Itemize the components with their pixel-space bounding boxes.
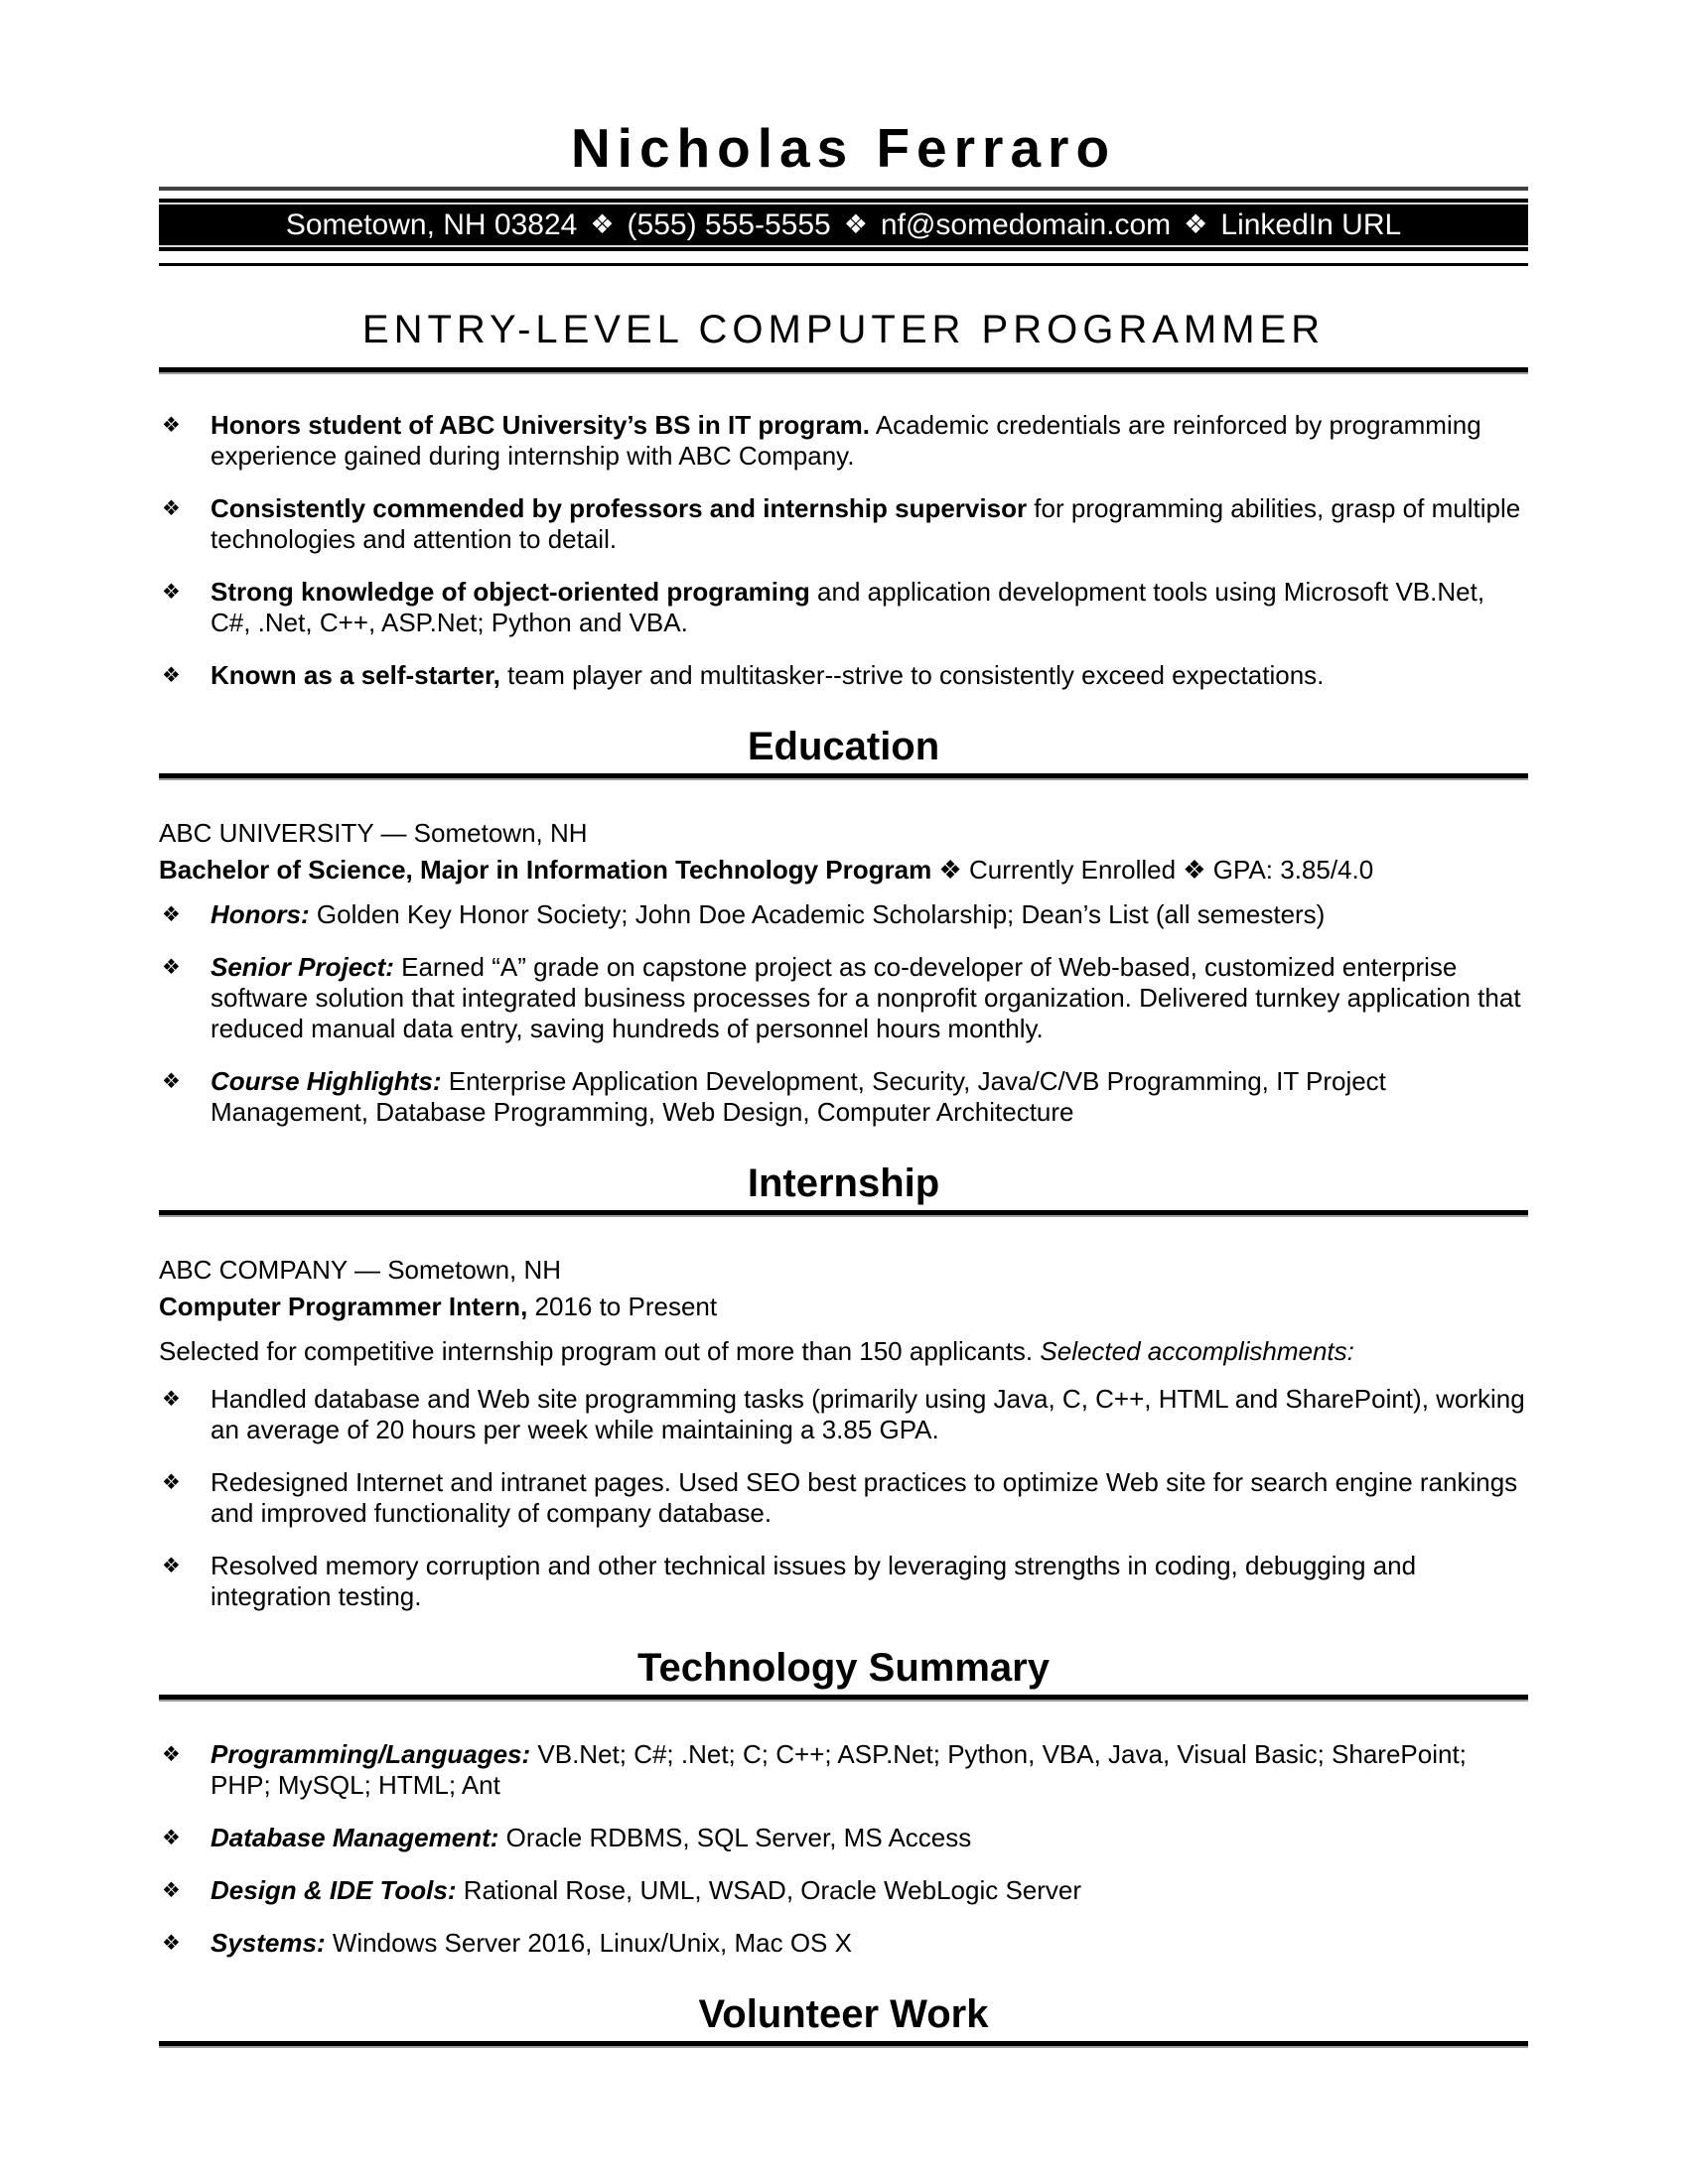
bullet-rest: Golden Key Honor Society; John Doe Academic Scholarship; Dean’s List (all semesters) xyxy=(309,899,1326,929)
bullet-lead: Known as a self-starter, xyxy=(211,660,500,690)
intro-text: Selected for competitive internship program out of more than 150 applicants. xyxy=(159,1336,1041,1366)
internship-bullet xyxy=(159,1467,1528,1529)
volunteer-heading: Volunteer Work xyxy=(698,1992,989,2036)
diamond-separator-icon: ❖ xyxy=(1184,209,1208,239)
education-section xyxy=(159,725,1528,1128)
technology-bullet xyxy=(159,1823,1528,1853)
degree-name: Bachelor of Science, Major in Information Technology Program xyxy=(159,855,932,885)
diamond-bullet-icon: ❖ xyxy=(162,581,181,604)
diamond-separator-icon: ❖ xyxy=(590,209,615,239)
section-rule xyxy=(159,2041,1528,2048)
technology-heading: Technology Summary xyxy=(637,1646,1050,1690)
internship-bullet xyxy=(159,1384,1528,1445)
bullet-lead: Design & IDE Tools: xyxy=(211,1875,457,1905)
education-bullet xyxy=(159,952,1528,1044)
education-bullet-text xyxy=(211,899,1325,930)
diamond-bullet-icon: ❖ xyxy=(162,497,181,520)
summary-bullet-text xyxy=(211,493,1528,555)
diamond-bullet-icon: ❖ xyxy=(162,664,181,687)
technology-bullet-text xyxy=(211,1928,852,1959)
education-bullet-text xyxy=(211,1066,1528,1128)
education-heading: Education xyxy=(747,725,940,768)
summary-bullet-text xyxy=(211,660,1324,691)
bullet-rest: Earned “A” grade on capstone project as co-developer of Web-based, customized enterprise software solution that integrated business processes for a nonprofit organization. Delivered turnkey application that reduced manual data entry, saving hundreds of personnel hours monthly. xyxy=(211,952,1521,1043)
education-body xyxy=(159,818,1528,1128)
diamond-bullet-icon: ❖ xyxy=(162,1827,181,1849)
technology-bullet xyxy=(159,1928,1528,1959)
technology-bullet-text xyxy=(211,1823,971,1853)
education-bullet xyxy=(159,899,1528,930)
bullet-lead: Programming/Languages: xyxy=(211,1739,531,1769)
bullet-rest: and application development tools using Microsoft VB.Net, C#, .Net, C++, ASP.Net; Python and VBA. xyxy=(211,577,1485,637)
internship-bullet-text: Redesigned Internet and intranet pages. Used SEO best practices to optimize Web site for search engine rankings and improved functionality of company database. xyxy=(211,1467,1518,1528)
diamond-bullet-icon: ❖ xyxy=(162,1743,181,1766)
internship-bullet-text: Handled database and Web site programming tasks (primarily using Java, C, C++, HTML and SharePoint), working an average of 20 hours per week while maintaining a 3.85 GPA. xyxy=(211,1384,1525,1444)
header xyxy=(159,0,1528,374)
contact-location: Sometown, NH 03824 xyxy=(285,207,578,241)
role-dates: 2016 to Present xyxy=(527,1292,718,1321)
section-rule xyxy=(159,1695,1528,1702)
diamond-separator-icon: ❖ xyxy=(843,209,868,239)
internship-section xyxy=(159,1161,1528,1612)
education-bullet-text xyxy=(211,952,1528,1044)
technology-bullet xyxy=(159,1875,1528,1906)
bullet-rest: Windows Server 2016, Linux/Unix, Mac OS X xyxy=(325,1928,852,1958)
volunteer-section xyxy=(159,1992,1528,2048)
summary-bullet xyxy=(159,410,1528,472)
section-rule xyxy=(159,1210,1528,1217)
summary-bullet xyxy=(159,577,1528,638)
technology-bullet-text xyxy=(211,1739,1528,1801)
bullet-rest: for programming abilities, grasp of multiple technologies and attention to detail. xyxy=(211,493,1521,554)
technology-summary-section xyxy=(159,1646,1528,1959)
education-degree-line xyxy=(159,855,1528,886)
bullet-rest: Academic credentials are reinforced by programming experience gained during internship with ABC Company. xyxy=(211,410,1481,471)
section-rule xyxy=(159,773,1528,780)
bullet-lead: Database Management: xyxy=(211,1823,499,1852)
bullet-rest: Rational Rose, UML, WSAD, Oracle WebLogic Server xyxy=(456,1875,1082,1905)
resume-objective-title: ENTRY-LEVEL COMPUTER PROGRAMMER xyxy=(361,308,1326,351)
education-school-line: ABC UNIVERSITY — Sometown, NH xyxy=(159,818,588,848)
diamond-bullet-icon: ❖ xyxy=(162,1388,181,1411)
technology-body xyxy=(159,1739,1528,1959)
summary-bullet xyxy=(159,493,1528,555)
role-title: Computer Programmer Intern, xyxy=(159,1292,528,1321)
diamond-bullet-icon: ❖ xyxy=(162,1555,181,1577)
bullet-lead: Systems: xyxy=(211,1928,326,1958)
intro-italic: Selected accomplishments: xyxy=(1040,1336,1354,1366)
bullet-rest: team player and multitasker--strive to consistently exceed expectations. xyxy=(499,660,1325,690)
diamond-bullet-icon: ❖ xyxy=(162,956,181,979)
internship-body xyxy=(159,1255,1528,1612)
internship-role-line xyxy=(159,1292,1528,1322)
contact-bar xyxy=(159,199,1528,251)
contact-linkedin: LinkedIn URL xyxy=(1220,207,1402,241)
diamond-bullet-icon: ❖ xyxy=(162,1070,181,1093)
diamond-bullet-icon: ❖ xyxy=(162,903,181,926)
bullet-lead: Senior Project: xyxy=(211,952,394,982)
contact-email: nf@somedomain.com xyxy=(880,207,1172,241)
bullet-rest: Enterprise Application Development, Security, Java/C/VB Programming, IT Project Management, Database Programming, Web Design, Computer Architecture xyxy=(211,1066,1386,1127)
summary-bullet-text xyxy=(211,577,1528,638)
header-bottom-rule xyxy=(159,263,1528,266)
internship-bullet xyxy=(159,1551,1528,1612)
bullet-rest: Oracle RDBMS, SQL Server, MS Access xyxy=(498,1823,972,1852)
resume-page xyxy=(159,0,1528,2048)
internship-company-line: ABC COMPANY — Sometown, NH xyxy=(159,1255,562,1285)
summary-section xyxy=(159,410,1528,691)
internship-bullet-text: Resolved memory corruption and other technical issues by leveraging strengths in coding, debugging and integration testing. xyxy=(211,1551,1417,1611)
summary-bullet-text xyxy=(211,410,1528,472)
contact-phone: (555) 555-5555 xyxy=(627,207,831,241)
education-bullet xyxy=(159,1066,1528,1128)
diamond-bullet-icon: ❖ xyxy=(162,1932,181,1955)
bullet-lead: Course Highlights: xyxy=(211,1066,442,1096)
bullet-rest: VB.Net; C#; .Net; C; C++; ASP.Net; Python, VBA, Java, Visual Basic; SharePoint; PHP; MySQL; HTML; Ant xyxy=(211,1739,1467,1800)
bullet-lead: Honors student of ABC University’s BS in IT program. xyxy=(211,410,871,440)
title-rule xyxy=(159,367,1528,374)
technology-bullet xyxy=(159,1739,1528,1801)
summary-bullet xyxy=(159,660,1528,691)
header-top-rule xyxy=(159,187,1528,191)
internship-heading: Internship xyxy=(747,1161,940,1205)
internship-intro xyxy=(159,1336,1528,1367)
bullet-lead: Consistently commended by professors and internship supervisor xyxy=(211,493,1028,523)
bullet-lead: Strong knowledge of object-oriented programing xyxy=(211,577,810,607)
bullet-lead: Honors: xyxy=(211,899,310,929)
diamond-bullet-icon: ❖ xyxy=(162,414,181,437)
technology-bullet-text xyxy=(211,1875,1081,1906)
degree-details: ❖ Currently Enrolled ❖ GPA: 3.85/4.0 xyxy=(931,855,1374,885)
diamond-bullet-icon: ❖ xyxy=(162,1471,181,1494)
diamond-bullet-icon: ❖ xyxy=(162,1879,181,1902)
candidate-name: Nicholas Ferraro xyxy=(570,117,1117,179)
